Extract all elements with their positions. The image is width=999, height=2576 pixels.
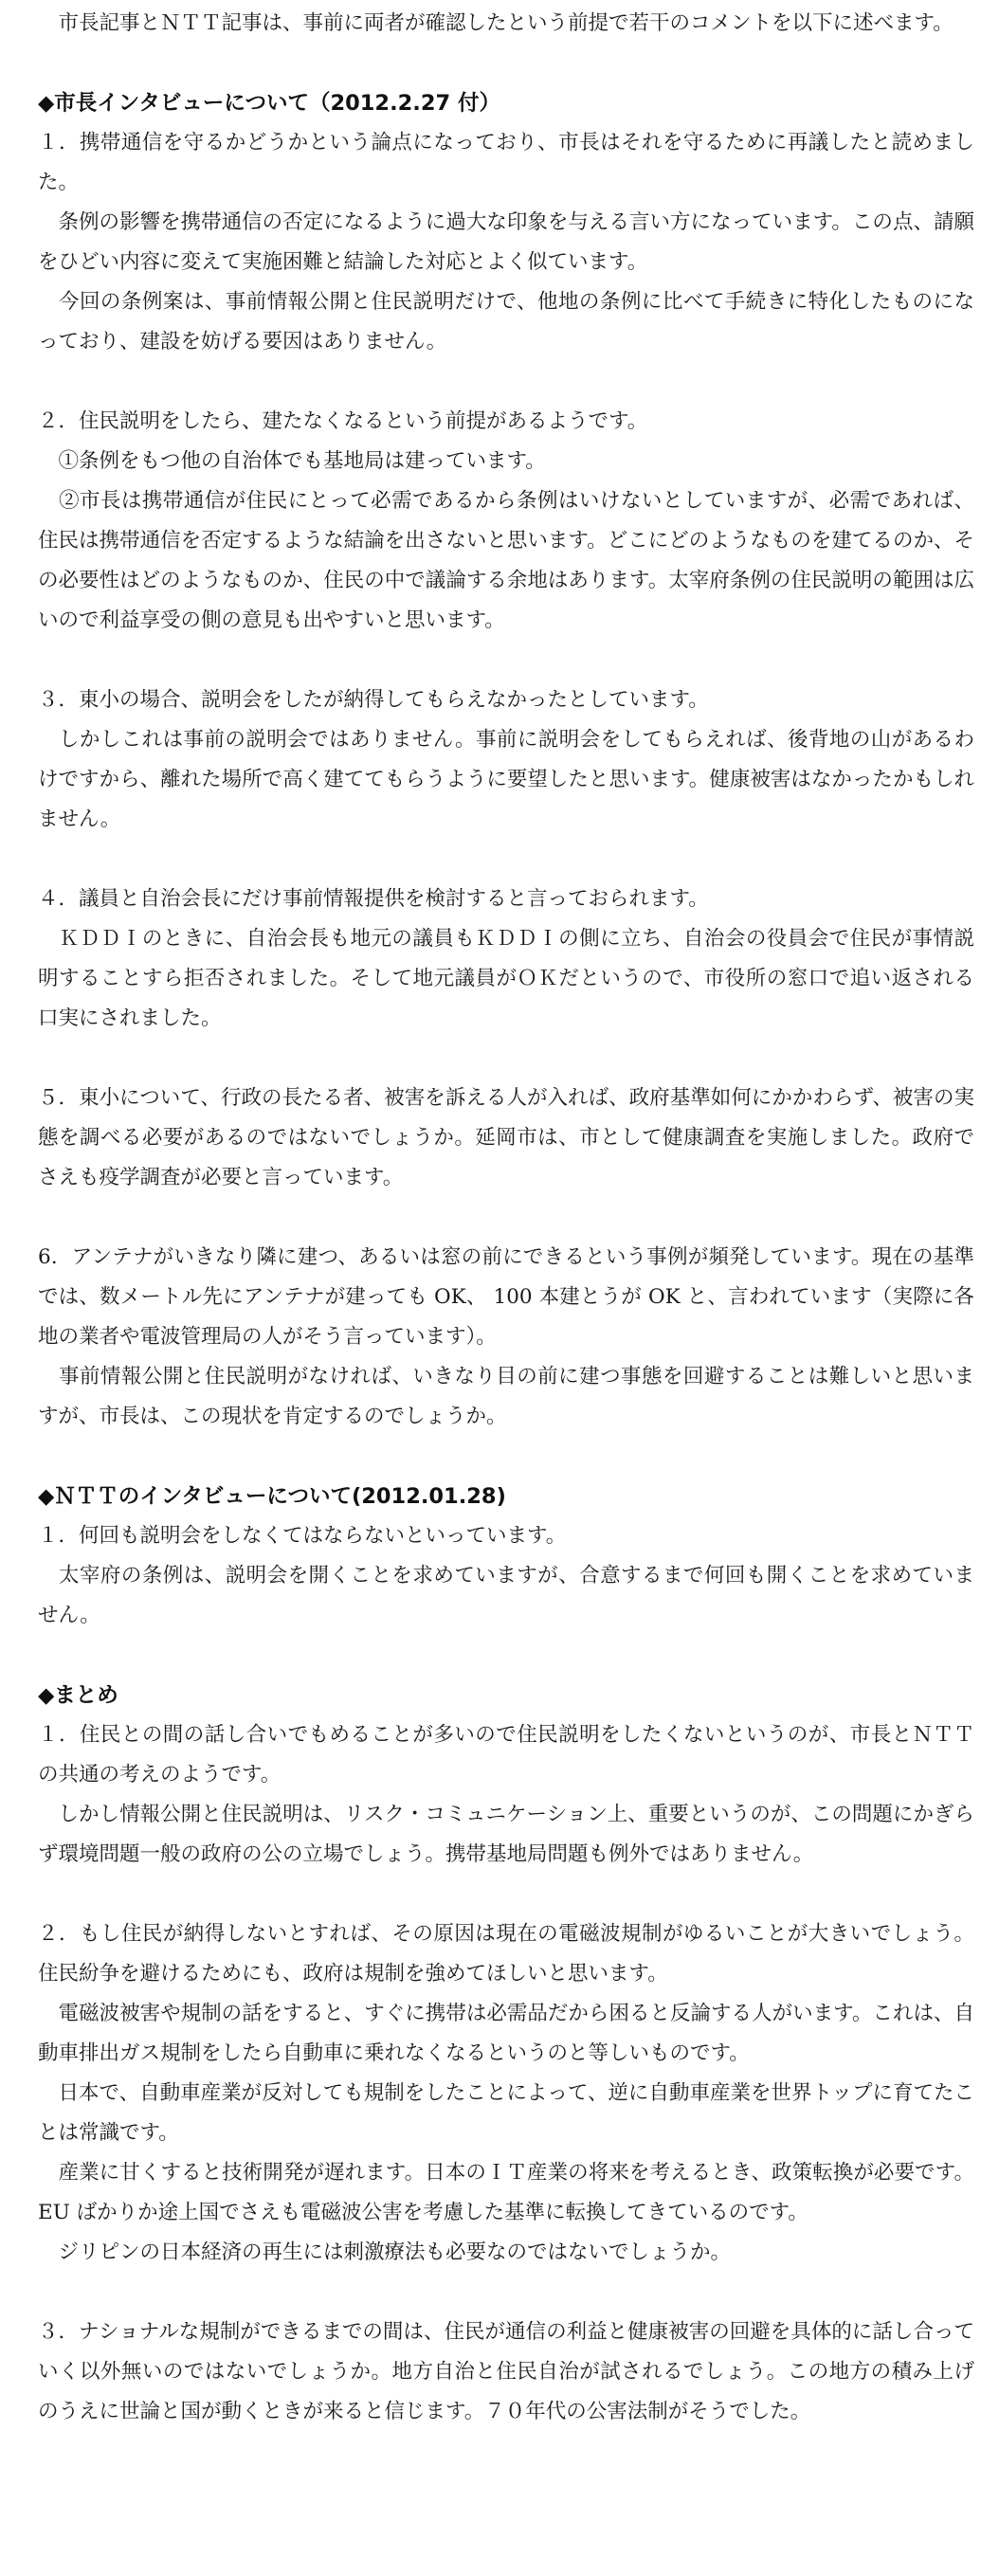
summary-point-1-detail: しかし情報公開と住民説明は、リスク・コミュニケーション上、重要というのが、この問題にかぎらず環境問題一般の政府の公の立場でしょう。携帯基地局問題も例外ではありません。 <box>38 1803 974 1866</box>
mayor-point-3: ３．東小の場合、説明会をしたが納得してもらえなかったとしています。 <box>38 688 709 712</box>
summary-point-2: ２．もし住民が納得しないとすれば、その原因は現在の電磁波規制がゆるいことが大きいでしょう。住民紛争を避けるためにも、政府は規制を強めてほしいと思います。 <box>38 1922 974 1986</box>
spacer <box>38 2273 974 2313</box>
summary-point-1: １．住民との間の話し合いでもめることが多いので住民説明をしたくないというのが、市長とＮＴＴの共通の考えのようです。 <box>38 1723 974 1787</box>
summary-point-2-detail-b: 日本で、自動車産業が反対しても規制をしたことによって、逆に自動車産業を世界トップに育てたことは常識です。 <box>38 2081 974 2145</box>
ntt-point-1-detail: 太宰府の条例は、説明会を開くことを求めていますが、合意するまで何回も開くことを求めていません。 <box>38 1564 974 1627</box>
summary-point-2-detail-c: 産業に甘くすると技術開発が遅れます。日本のＩＴ産業の将来を考えるとき、政策転換が必要です。EU ばかりか途上国でさえも電磁波公害を考慮した基準に転換してきているのです。 <box>38 2161 974 2224</box>
section-heading-summary: ◆まとめ <box>38 1683 118 1708</box>
mayor-point-3-detail: しかしこれは事前の説明会ではありません。事前に説明会をしてもらえれば、後背地の山があるわけですから、離れた場所で高く建ててもらうように要望したと思います。健康被害はなかったかもしれません。 <box>38 728 974 831</box>
intro-paragraph: 市長記事とＮＴＴ記事は、事前に両者が確認したという前提で若干のコメントを以下に述べます。 <box>38 11 954 35</box>
mayor-point-5: ５．東小について、行政の長たる者、被害を訴える人が入れば、政府基準如何にかかわらず、被害の実態を調べる必要があるのではないでしょうか。延岡市は、市として健康調査を実施しました。政府でさえも疫学調査が必要と言っています。 <box>38 1086 974 1189</box>
mayor-point-2-sub-1: ①条例をもつ他の自治体でも基地局は建っています。 <box>38 449 546 473</box>
mayor-point-6: 6．アンテナがいきなり隣に建つ、あるいは窓の前にできるという事例が頻発しています。現在の基準では、数メートル先にアンテナが建っても OK、 100 本建とうが OK と、言われています（実際に各地の業者や電波管理局の人がそう言っています）。 <box>38 1245 974 1349</box>
spacer <box>38 44 974 83</box>
mayor-point-1-detail-b: 今回の条例案は、事前情報公開と住民説明だけで、他地の条例に比べて手続きに特化したものになっており、建設を妨げる要因はありません。 <box>38 290 974 354</box>
spacer <box>38 1198 974 1238</box>
spacer <box>38 840 974 880</box>
mayor-point-4-detail: ＫＤＤＩのときに、自治会長も地元の議員もＫＤＤＩの側に立ち、自治会の役員会で住民が事情説明することすら拒否されました。そして地元議員がＯＫだというので、市役所の窓口で追い返される口実にされました。 <box>38 927 974 1030</box>
spacer <box>38 1875 974 1914</box>
spacer <box>38 1636 974 1676</box>
spacer <box>38 1437 974 1477</box>
summary-point-2-detail-a: 電磁波被害や規制の話をすると、すぐに携帯は必需品だから困ると反論する人がいます。これは、自動車排出ガス規制をしたら自動車に乗れなくなるというのと等しいものです。 <box>38 2002 974 2065</box>
section-heading-ntt-interview: ◆ＮＴＴのインタビューについて(2012.01.28) <box>38 1484 506 1509</box>
mayor-point-1-detail-a: 条例の影響を携帯通信の否定になるように過大な印象を与える言い方になっています。この点、請願をひどい内容に変えて実施困難と結論した対応とよく似ています。 <box>38 210 974 274</box>
ntt-point-1: １．何回も説明会をしなくてはならないといっています。 <box>38 1524 567 1548</box>
summary-point-3: ３．ナショナルな規制ができるまでの間は、住民が通信の利益と健康被害の回避を具体的に話し合っていく以外無いのではないでしょうか。地方自治と住民自治が試されるでしょう。この地方の積み上げのうえに世論と国が動くときが来ると信じます。７０年代の公害法制がそうでした。 <box>38 2320 974 2423</box>
mayor-point-2-sub-2: ②市長は携帯通信が住民にとって必需であるから条例はいけないとしていますが、必需であれば、住民は携帯通信を否定するような結論を出さないと思います。どこにどのようなものを建てるのか、その必要性はどのようなものか、住民の中で議論する余地はあります。太宰府条例の住民説明の範囲は広いので利益享受の側の意見も出やすいと思います。 <box>38 489 974 632</box>
mayor-point-6-detail: 事前情報公開と住民説明がなければ、いきなり目の前に建つ事態を回避することは難しいと思いますが、市長は、この現状を肯定するのでしょうか。 <box>38 1365 974 1428</box>
spacer <box>38 1039 974 1079</box>
mayor-point-2: ２．住民説明をしたら、建たなくなるという前提があるようです。 <box>38 409 648 433</box>
mayor-point-1: １．携帯通信を守るかどうかという論点になっており、市長はそれを守るために再議したと読めました。 <box>38 131 974 194</box>
section-heading-mayor-interview: ◆市長インタビューについて（2012.2.27 付） <box>38 91 500 116</box>
summary-point-2-detail-d: ジリピンの日本経済の再生には刺激療法も必要なのではないでしょうか。 <box>38 2240 732 2264</box>
spacer <box>38 362 974 402</box>
spacer <box>38 641 974 680</box>
mayor-point-4: ４．議員と自治会長にだけ事前情報提供を検討すると言っておられます。 <box>38 887 709 911</box>
